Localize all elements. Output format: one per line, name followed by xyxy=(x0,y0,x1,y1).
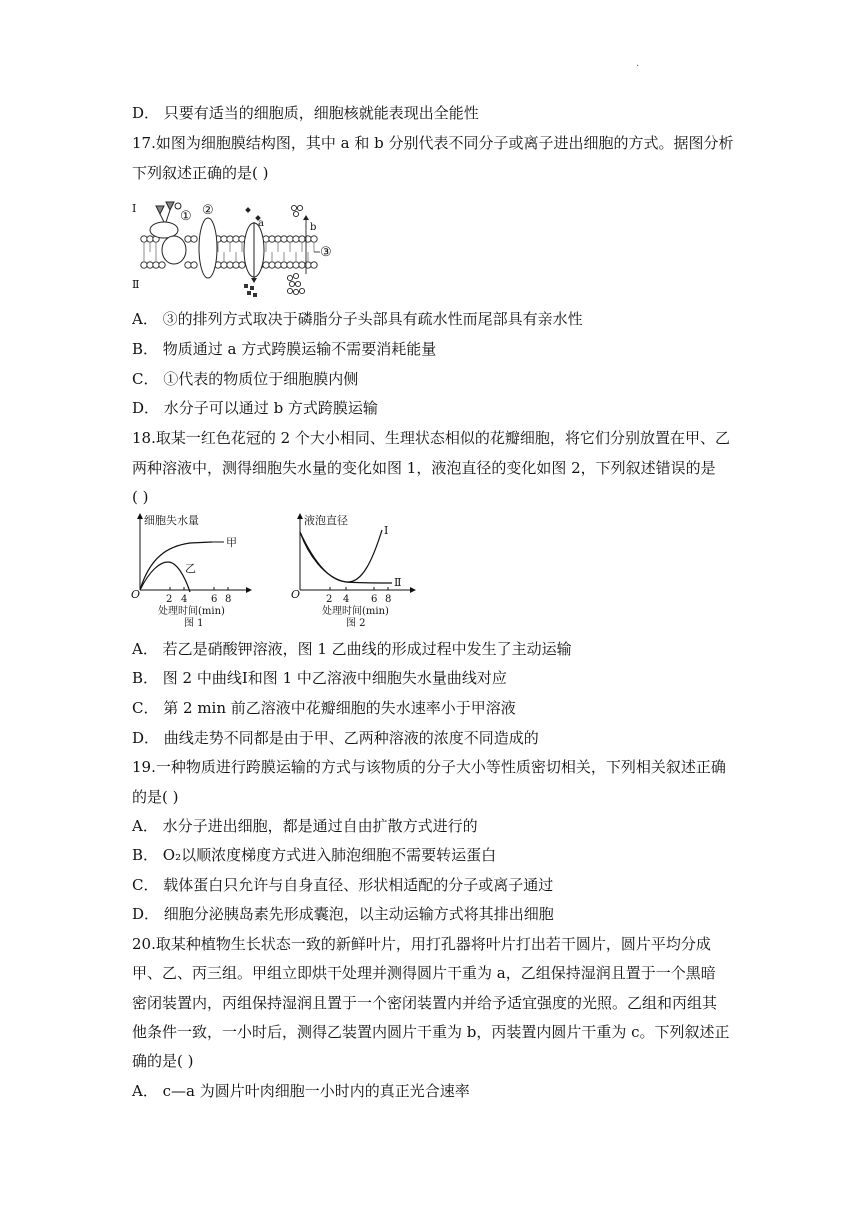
q18-stem-line-2: 两种溶液中，测得细胞失水量的变化如图 1，液泡直径的变化如图 2，下列叙述错误的是 xyxy=(132,459,716,477)
fig2-xlabel: 处理时间(min) xyxy=(322,606,389,617)
membrane-side-top: Ⅰ xyxy=(132,202,137,215)
fig2-xtick-8: 8 xyxy=(385,594,392,605)
q19-stem-line-2: 的是( ) xyxy=(132,788,179,806)
arrow-b-head xyxy=(303,215,309,220)
figure-1-water-loss-chart xyxy=(128,512,260,630)
q18-stem-line-1: 18.取某一红色花冠的 2 个大小相同、生理状态相似的花瓣细胞，将它们分别放置在甲、乙 xyxy=(132,429,730,447)
label-b: b xyxy=(310,222,317,233)
fig1-origin: O xyxy=(131,588,141,601)
q20-stem-line-5: 确的是( ) xyxy=(132,1052,194,1070)
q19-option-d: D． 细胞分泌胰岛素先形成囊泡，以主动运输方式将其排出细胞 xyxy=(132,905,554,923)
q17-stem-line-2: 下列叙述正确的是( ) xyxy=(132,164,269,182)
fig2-x-arrow xyxy=(410,587,416,593)
fig1-label-jia: 甲 xyxy=(226,536,237,549)
fig2-ylabel: 液泡直径 xyxy=(304,514,348,527)
q18-option-d: D． 曲线走势不同都是由于甲、乙两种溶液的浓度不同造成的 xyxy=(132,729,539,747)
q18-option-a: A． 若乙是硝酸钾溶液，图 1 乙曲线的形成过程中发生了主动运输 xyxy=(132,640,572,658)
fig1-series-yi xyxy=(140,562,190,592)
q18-option-b: B． 图 2 中曲线Ⅰ和图 1 中乙溶液中细胞失水量曲线对应 xyxy=(132,669,507,687)
fig1-label-yi: 乙 xyxy=(185,562,196,575)
q17-option-a: A． ③的排列方式取决于磷脂分子头部具有疏水性而尾部具有亲水性 xyxy=(132,310,583,328)
fig2-xtick-2: 2 xyxy=(326,594,333,605)
q19-option-a: A． 水分子进出细胞，都是通过自由扩散方式进行的 xyxy=(132,817,478,835)
fig2-label-I: Ⅰ xyxy=(384,524,389,537)
fig1-xlabel: 处理时间(min) xyxy=(158,606,225,617)
fig2-xtick-4: 4 xyxy=(343,594,350,605)
q20-option-a: A． c—a 为圆片叶肉细胞一小时内的真正光合速率 xyxy=(132,1082,470,1100)
q19-stem-line-1: 19.一种物质进行跨膜运输的方式与该物质的分子大小等性质密切相关，下列相关叙述正确 xyxy=(132,758,726,776)
q20-stem-line-3: 密闭装置内，丙组保持湿润且置于一个密闭装置内并给予适宜强度的光照。乙组和丙组其 xyxy=(132,994,718,1012)
fig1-xtick-2: 2 xyxy=(166,594,173,605)
membrane-side-bottom: Ⅱ xyxy=(132,278,140,291)
q20-stem-line-1: 20.取某种植物生长状态一致的新鲜叶片，用打孔器将叶片打出若干圆片，圆片平均分成 xyxy=(132,935,711,953)
figure-2-vacuole-diameter-chart xyxy=(288,512,422,630)
q20-stem-line-4: 他条件一致，一小时后，测得乙装置内圆片干重为 b，丙装置内圆片干重为 c。下列叙述正 xyxy=(132,1023,730,1041)
q17-stem-line-1: 17.如图为细胞膜结构图，其中 a 和 b 分别代表不同分子或离子进出细胞的方式。据图分析 xyxy=(132,134,734,152)
q19-option-b: B． O₂以顺浓度梯度方式进入肺泡细胞不需要转运蛋白 xyxy=(132,846,497,864)
fig1-xtick-8: 8 xyxy=(225,594,232,605)
q17-option-c: C． ①代表的物质位于细胞膜内侧 xyxy=(132,370,359,388)
fig1-xtick-4: 4 xyxy=(181,594,188,605)
membrane-proteins xyxy=(150,218,264,278)
label-1: ① xyxy=(180,209,192,224)
corner-dot: . xyxy=(636,58,640,69)
fig2-y-arrow xyxy=(297,513,303,519)
q19-option-c: C． 载体蛋白只允许与自身直径、形状相适配的分子或离子通过 xyxy=(132,876,554,894)
fig1-ylabel: 细胞失水量 xyxy=(144,514,199,527)
fig2-origin: O xyxy=(291,588,301,601)
q17-option-d: D． 水分子可以通过 b 方式跨膜运输 xyxy=(132,399,378,417)
fig1-xtick-6: 6 xyxy=(211,594,218,605)
fig1-x-arrow xyxy=(246,587,252,593)
membrane-diagram xyxy=(130,196,336,300)
q18-stem-line-3: ( ) xyxy=(132,488,149,506)
label-a: a xyxy=(258,218,264,229)
label-3: ③ xyxy=(320,245,332,260)
q16-option-d: D． 只要有适当的细胞质，细胞核就能表现出全能性 xyxy=(132,104,479,122)
fig2-xtick-6: 6 xyxy=(371,594,378,605)
fig1-y-arrow xyxy=(137,513,143,519)
q17-option-b: B． 物质通过 a 方式跨膜运输不需要消耗能量 xyxy=(132,340,437,358)
label-2: ② xyxy=(202,203,214,218)
glycoprotein xyxy=(156,202,181,222)
q20-stem-line-2: 甲、乙、丙三组。甲组立即烘干处理并测得圆片干重为 a，乙组保持湿润且置于一个黑暗 xyxy=(132,964,716,982)
fig1-caption: 图 1 xyxy=(184,618,204,629)
fig2-label-II: Ⅱ xyxy=(394,576,402,589)
q18-option-c: C． 第 2 min 前乙溶液中花瓣细胞的失水速率小于甲溶液 xyxy=(132,699,516,717)
fig2-caption: 图 2 xyxy=(346,618,366,629)
